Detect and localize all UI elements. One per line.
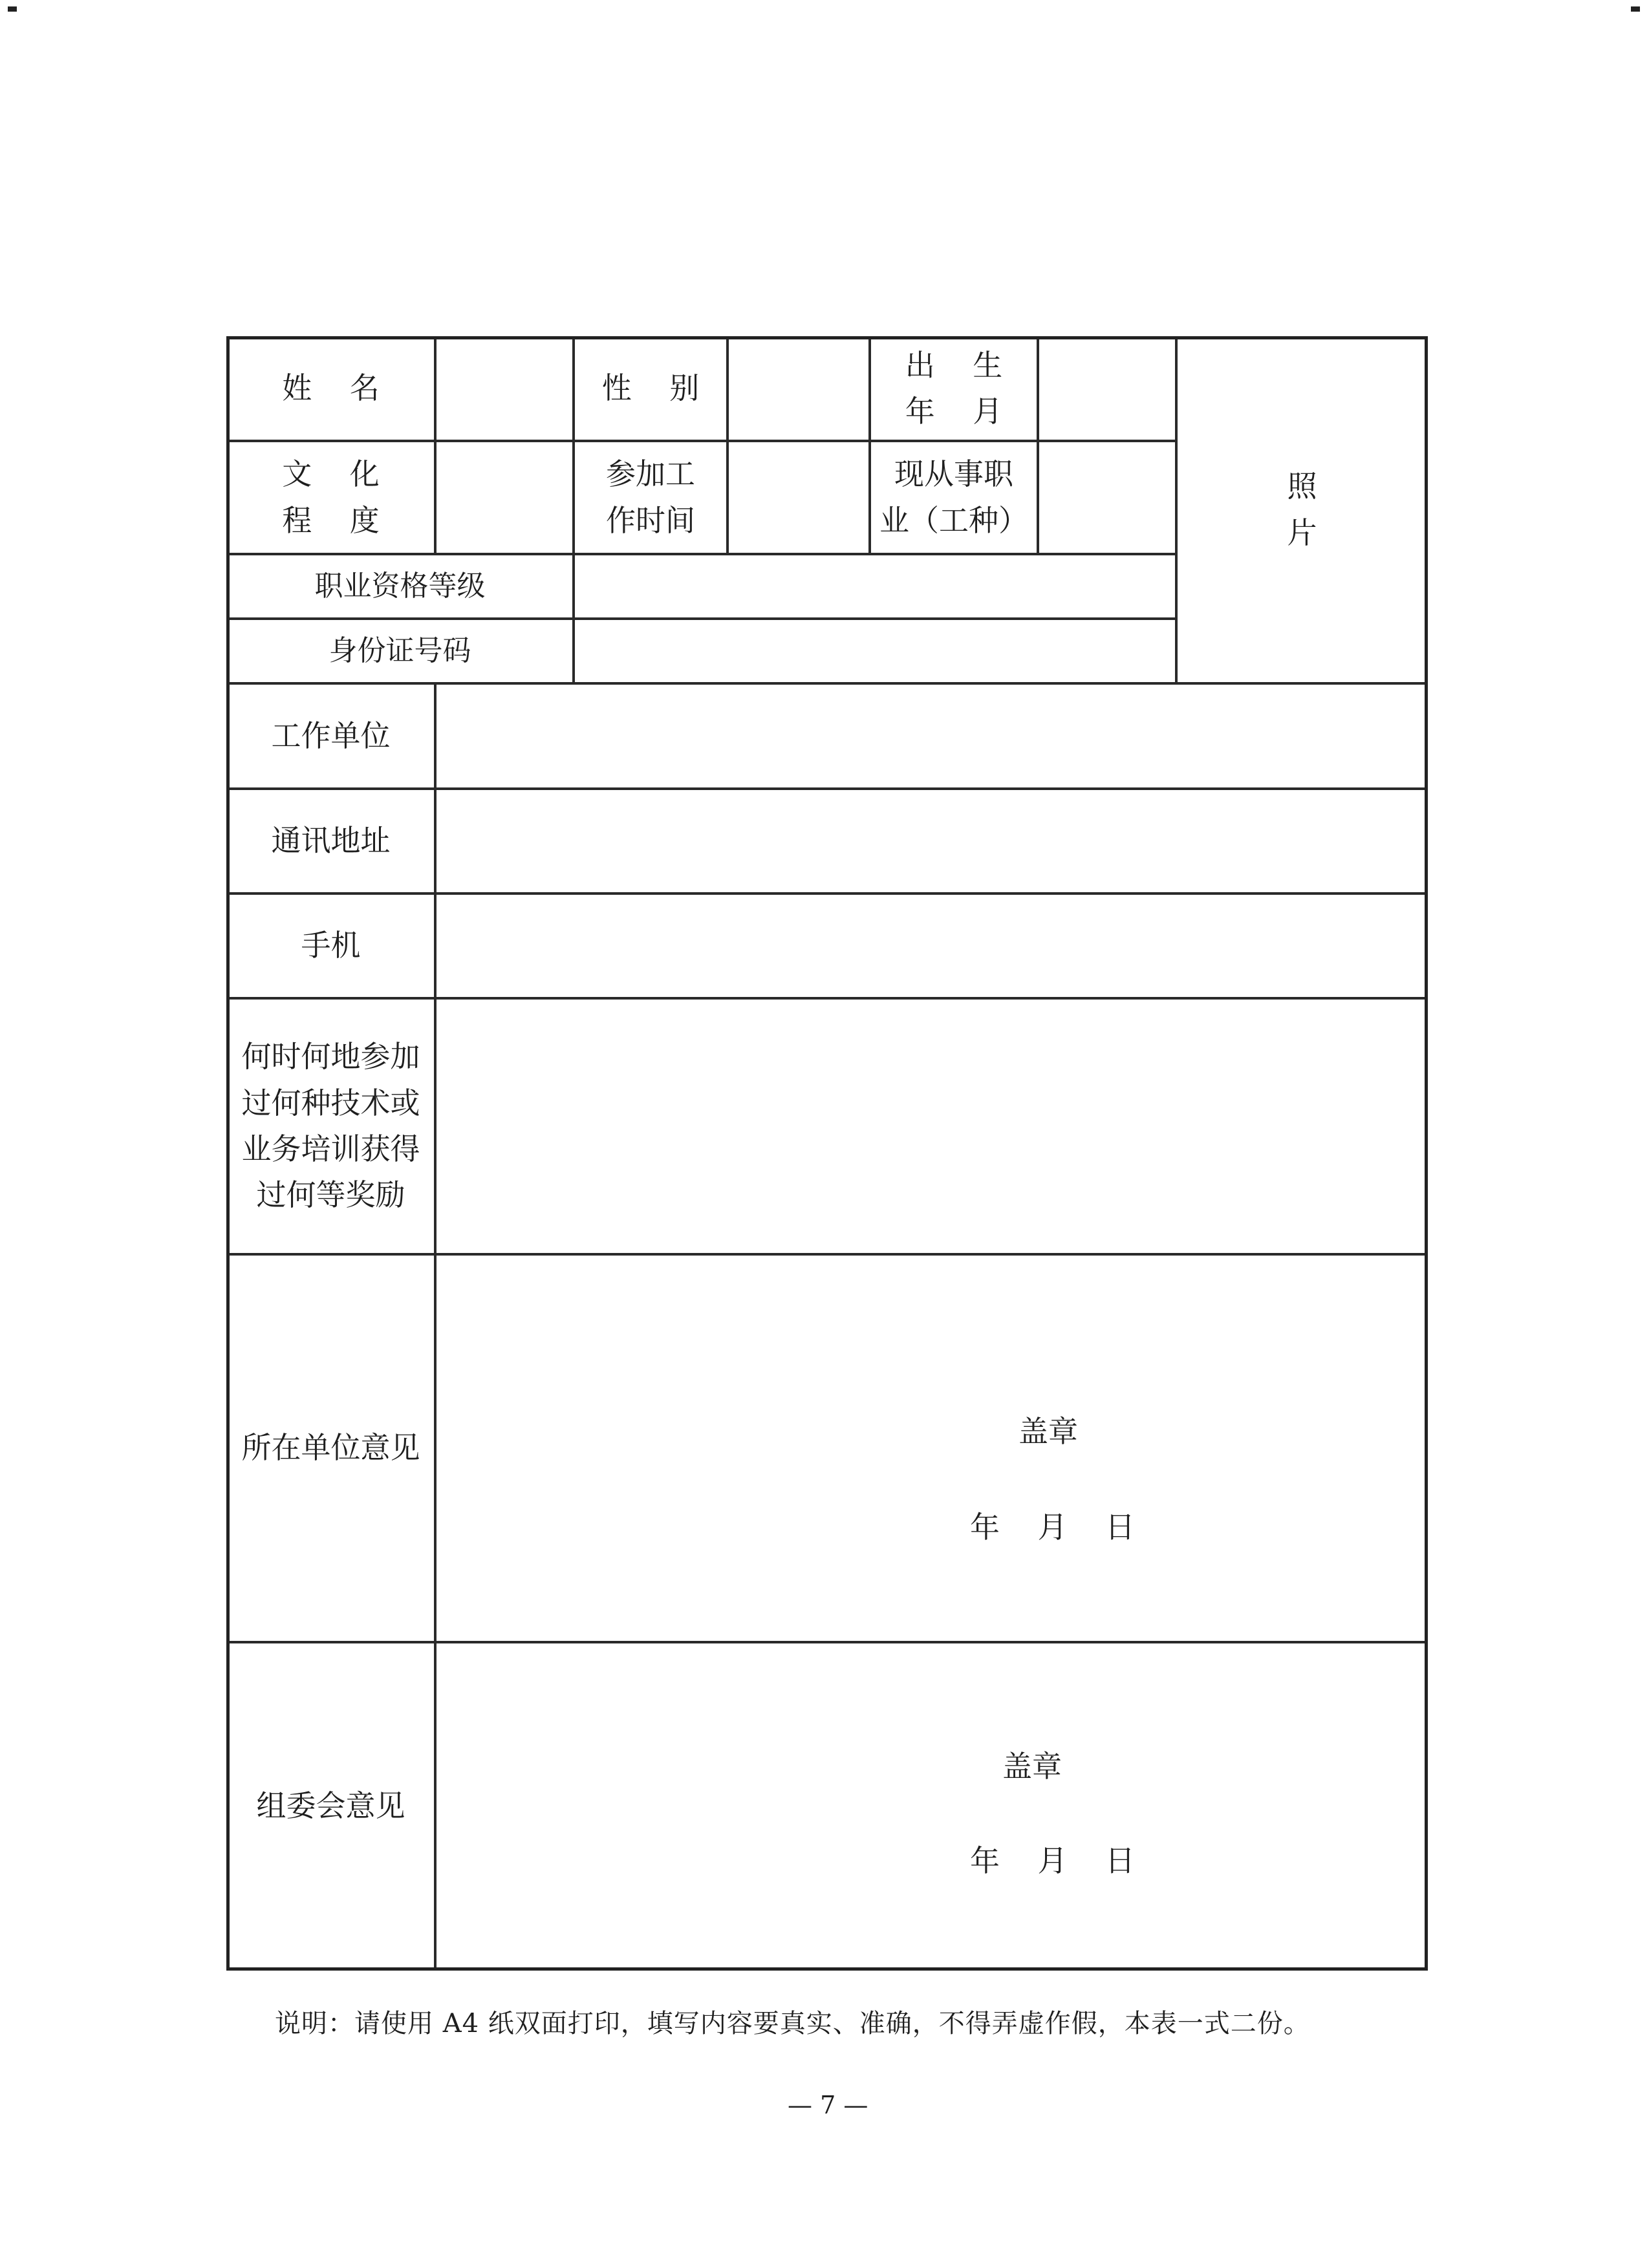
occupation-label: 现从事职 业（工种） <box>879 456 1028 538</box>
unit-date-text: 年 月 日 <box>970 1510 1135 1545</box>
id-label: 身份证号码 <box>329 634 471 667</box>
committee-opinion-label: 组委会意见 <box>256 1788 405 1824</box>
mobile-label-cell <box>226 893 435 998</box>
birth-input-cell[interactable] <box>1038 336 1176 441</box>
occupation-label-cell <box>870 441 1038 554</box>
work-start-input-cell[interactable] <box>727 441 870 554</box>
scan-mark-right <box>1631 6 1640 12</box>
id-label-cell <box>226 619 574 683</box>
gender-label: 性 别 <box>601 370 700 406</box>
address-label-cell <box>226 789 435 893</box>
qualification-label-cell <box>226 554 574 619</box>
unit-opinion-label: 所在单位意见 <box>241 1430 420 1466</box>
id-input-cell[interactable] <box>574 619 1176 683</box>
training-label: 何时何地参加 过何种技术或 业务培训获得 过何等奖励 <box>241 1039 420 1213</box>
education-label: 文 化 程 度 <box>282 456 380 538</box>
gender-input-cell[interactable] <box>727 336 870 441</box>
work-start-label-cell <box>574 441 727 554</box>
occupation-input-cell[interactable] <box>1038 441 1176 554</box>
instructions-note: 说明：请使用 A4 纸双面打印，填写内容要真实、准确，不得弄虚作假，本表一式二份。 <box>275 2009 1310 2038</box>
page-number: — 7 — <box>788 2091 868 2119</box>
training-label-cell <box>226 998 435 1254</box>
education-input-cell[interactable] <box>435 441 574 554</box>
education-label-cell <box>226 441 435 554</box>
qualification-input-cell[interactable] <box>574 554 1176 619</box>
work-start-label: 参加工 作时间 <box>606 456 695 538</box>
mobile-input-cell[interactable] <box>435 893 1428 998</box>
committee-date-text: 年 月 日 <box>970 1843 1135 1878</box>
address-input-cell[interactable] <box>435 789 1428 893</box>
scan-mark-left <box>8 6 17 12</box>
employer-label-cell <box>226 683 435 789</box>
employer-label: 工作单位 <box>271 718 391 753</box>
photo-cell[interactable] <box>1176 336 1428 683</box>
unit-opinion-input-cell[interactable] <box>435 1254 1428 1642</box>
address-label: 通讯地址 <box>271 823 391 859</box>
photo-label: 照 片 <box>1287 469 1317 550</box>
name-label-cell <box>226 336 435 441</box>
birth-label-cell <box>870 336 1038 441</box>
committee-opinion-input-cell[interactable] <box>435 1642 1428 1971</box>
name-input-cell[interactable] <box>435 336 574 441</box>
committee-opinion-label-cell <box>226 1642 435 1971</box>
employer-input-cell[interactable] <box>435 683 1428 789</box>
registration-form <box>226 336 1428 1971</box>
committee-seal-text: 盖章 <box>1002 1749 1062 1784</box>
training-input-cell[interactable] <box>435 998 1428 1254</box>
gender-label-cell <box>574 336 727 441</box>
birth-label: 出 生 年 月 <box>905 347 1003 429</box>
mobile-label: 手机 <box>301 928 361 963</box>
qualification-label: 职业资格等级 <box>314 569 486 603</box>
unit-seal-text: 盖章 <box>1018 1414 1078 1449</box>
name-label: 姓 名 <box>282 370 380 406</box>
unit-opinion-label-cell <box>226 1254 435 1642</box>
